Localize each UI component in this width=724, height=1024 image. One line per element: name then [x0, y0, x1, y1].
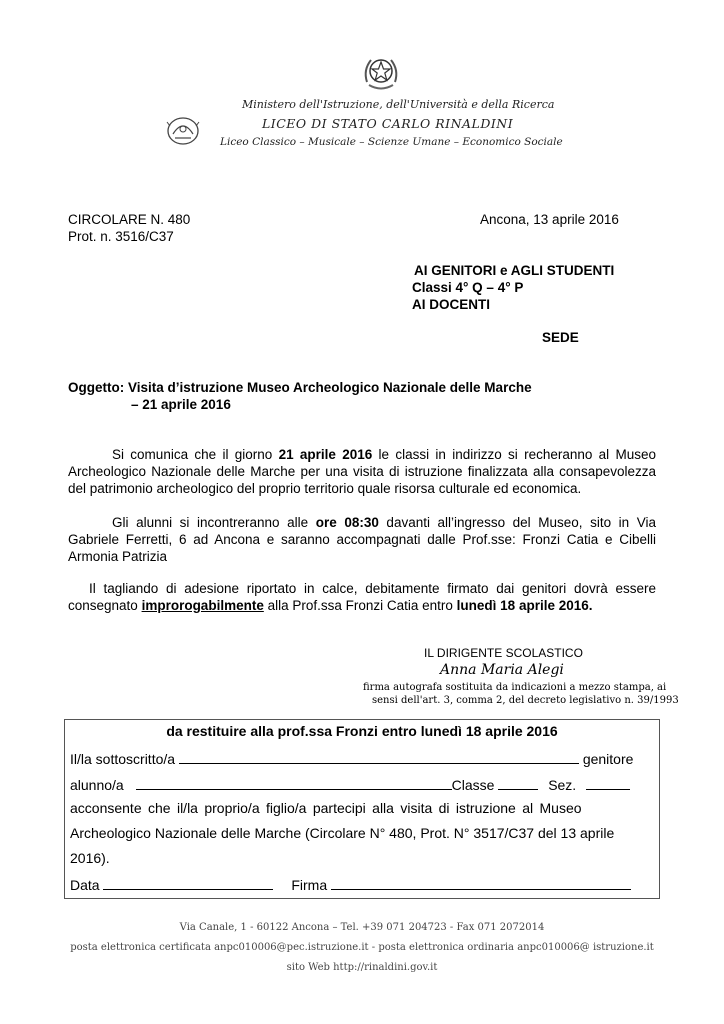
subject-date: – 21 aprile 2016: [131, 397, 231, 412]
section-label: Sez.: [548, 777, 577, 793]
protocol-number: Prot. n. 3516/C37: [68, 229, 174, 244]
school-logo-icon: [165, 114, 201, 148]
school-name: LICEO DI STATO CARLO RINALDINI: [262, 116, 514, 131]
section-field[interactable]: [586, 775, 630, 790]
signer-row: [70, 749, 633, 767]
footer-address: Via Canale, 1 - 60122 Ancona – Tel. +39 071 204723 - Fax 071 2072014: [179, 922, 545, 933]
footer-emails: posta elettronica certificata anpc010006@pec.istruzione.it - posta elettronica ordinaria anpc010006@ istruzione.it: [70, 942, 654, 953]
return-slip-title: da restituire alla prof.ssa Fronzi entro lunedì 18 aprile 2016: [166, 723, 558, 739]
footer-website: sito Web http://rinaldini.gov.it: [286, 962, 438, 973]
signer-label: Il/la sottoscritto/a: [70, 751, 176, 767]
subject-line: Oggetto: Visita d’istruzione Museo Archeologico Nazionale delle Marche: [68, 380, 532, 395]
signer-name: Anna Maria Alegi: [440, 662, 564, 678]
ministry-name: Ministero dell'Istruzione, dell'Università e della Ricerca: [242, 98, 555, 111]
signature-field[interactable]: [331, 875, 631, 890]
date-sign-row: [70, 875, 631, 893]
circular-number: CIRCOLARE N. 480: [68, 212, 191, 227]
republic-emblem-icon: [361, 52, 401, 92]
signature-note-2: sensi dell'art. 3, comma 2, del decreto legislativo n. 39/1993: [372, 695, 679, 706]
body-paragraph-2: Gli alunni si incontreranno alle ore 08:30 davanti all’ingresso del Museo, sito in Via Gabriele Ferretti, 6 ad Ancona e saranno accompagnati dalle Prof.sse: Fronzi Catia e Cibelli Armonia Patrizia: [68, 515, 657, 564]
recipient-teachers: AI DOCENTI: [412, 297, 491, 312]
recipient-parents-students: AI GENITORI e AGLI STUDENTI: [414, 263, 615, 278]
consent-line-2: Archeologico Nazionale delle Marche (Circolare N° 480, Prot. N° 3517/C37 del 13 aprile: [70, 825, 615, 841]
recipient-sede: SEDE: [542, 330, 579, 345]
consent-line-1: acconsente che il/la proprio/a figlio/a partecipi alla visita di istruzione al Museo: [70, 800, 582, 816]
consent-line-3: 2016).: [70, 850, 110, 866]
class-field[interactable]: [498, 775, 538, 790]
place-date: Ancona, 13 aprile 2016: [480, 212, 619, 227]
class-label: Classe: [451, 777, 495, 793]
student-label: alunno/a: [70, 777, 124, 793]
signature-label: Firma: [291, 877, 328, 893]
recipient-classes: Classi 4° Q – 4° P: [412, 280, 524, 295]
body-paragraph-1: Si comunica che il giorno 21 aprile 2016 le classi in indirizzo si recheranno al Museo Archeologico Nazionale delle Marche per una visita di istruzione finalizzata alla consapevolezza del patrimonio archeologico del proprio territorio quale risorsa culturale ed economica.: [68, 447, 657, 496]
student-name-field[interactable]: [136, 775, 452, 790]
date-label: Data: [70, 877, 100, 893]
body-paragraph-3: Il tagliando di adesione riportato in calce, debitamente firmato dai genitori dovrà essere consegnato improrogabilmente alla Prof.ssa Fronzi Catia entro lunedì 18 aprile 2016.: [68, 581, 656, 613]
signer-role: IL DIRIGENTE SCOLASTICO: [424, 646, 583, 660]
signature-note-1: firma autografa sostituita da indicazioni a mezzo stampa, ai: [363, 682, 667, 693]
date-field[interactable]: [103, 875, 273, 890]
school-branches: Liceo Classico – Musicale – Scienze Umane – Economico Sociale: [220, 136, 563, 148]
student-row: [70, 775, 630, 793]
signer-name-field[interactable]: [179, 749, 579, 764]
parent-label: genitore: [582, 751, 634, 767]
